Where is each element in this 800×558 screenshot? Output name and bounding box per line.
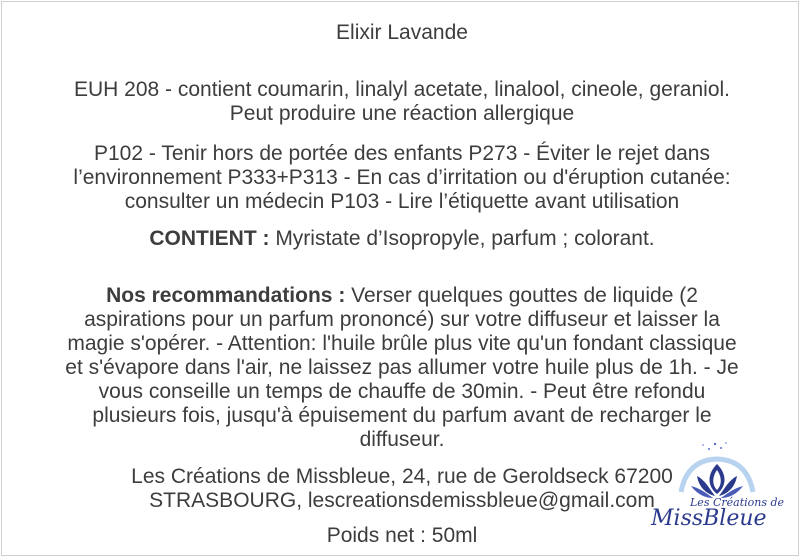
precaution-line-3: consulter un médecin P103 - Lire l’étiquette avant utilisation (124, 190, 680, 213)
recommendations-line-1: Verser quelques gouttes de liquide (2 (345, 284, 698, 307)
logo-script-main: MissBleue (651, 506, 767, 531)
product-label (1, 1, 799, 556)
recommendations-label: Nos recommandations : (106, 284, 346, 307)
precaution-line-1: P102 - Tenir hors de portée des enfants P273 - Éviter le rejet dans (94, 142, 710, 165)
recommendations (2, 284, 800, 452)
recommendations-line-7: diffuseur. (359, 428, 445, 451)
recommendations-line-2: aspirations pour un parfum prononcé) sur votre diffuseur et laisser la (84, 308, 720, 331)
recommendations-line-6: plusieurs fois, jusqu'à épuisement du parfum avant de recharger le (92, 404, 712, 427)
precaution-line-2: l’environnement P333+P313 - En cas d’irritation ou d'éruption cutanée: (73, 166, 731, 189)
net-weight: Poids net : 50ml (326, 524, 478, 547)
hazard-line-1: EUH 208 - contient coumarin, linalyl acetate, linalool, cineole, geraniol. (73, 78, 731, 101)
contents-text: Myristate d’Isopropyle, parfum ; colorant. (269, 227, 655, 250)
hazard-statement (2, 78, 800, 126)
address-line-2: STRASBOURG, lescreationsdemissbleue@gmail.com (149, 489, 655, 512)
product-title: Elixir Lavande (336, 21, 468, 44)
contents-label: CONTIENT : (149, 227, 270, 250)
hazard-line-2: Peut produire une réaction allergique (229, 102, 575, 125)
logo-script-top: Les Créations de (690, 496, 785, 509)
recommendations-line-4: et s'évapore dans l'air, ne laissez pas allumer votre huile plus de 1h. - Je (65, 356, 739, 379)
recommendations-line-3: magie s'opérer. - Attention: l'huile brûle plus vite qu'un fondant classique (67, 332, 737, 355)
recommendations-line-5: vous conseille un temps de chauffe de 30min. - Peut être refondu (98, 380, 706, 403)
contents-statement (2, 227, 800, 251)
brand-logo (647, 442, 785, 537)
address-line-1: Les Créations de Missbleue, 24, rue de Geroldseck 67200 (131, 465, 673, 488)
precautionary-statements (2, 142, 800, 214)
